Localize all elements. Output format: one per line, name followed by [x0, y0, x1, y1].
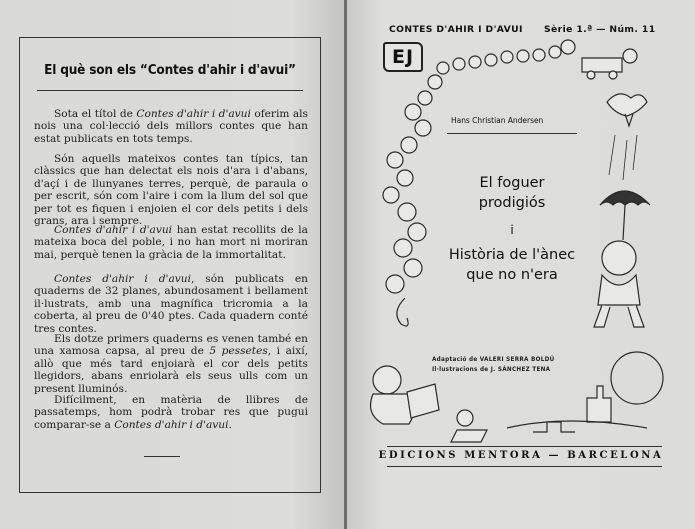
left-page-title: El què son els “Contes d'ahir i d'avui” — [44, 62, 296, 78]
series-number: Sèrie 1.ª — Núm. 11 — [544, 24, 656, 35]
paragraph-2: Són aquells mateixos contes tan típics, tan clàssics que han delectat els nois d'ara i d'abans, d'açí i de llunyanes terres, perquè, de paraula o per escrit, són com l'aire i com la llum del sol que per tot es fiquen i enjoien el cor dels petits i dels grans, ara i sempre. — [34, 153, 308, 228]
illustration-credit: Il·lustracions de J. SÁNCHEZ TENA — [432, 366, 551, 373]
cart-icon — [582, 58, 622, 72]
owl-icon — [457, 410, 473, 426]
boy-head — [602, 241, 636, 275]
paragraph-1: Sota el títol de Contes d'ahir i d'avui oferim als nois una col·lecció dels millors contes que han estat publicats en tots temps. — [34, 108, 308, 145]
paragraph-4: Contes d'ahir i d'avui, són publicats en quaderns de 32 planes, abundosament i bellament il·lustrats, amb una magnífica tricromia a la coberta, al preu de 0'40 ptes. Cada quadern conté tres contes. — [34, 273, 308, 335]
footer-rule-bottom — [387, 466, 662, 467]
publisher-footer: EDICIONS MENTORA — BARCELONA — [378, 450, 664, 461]
paragraph-3: Contes d'ahir i d'avui han estat recollits de la mateixa boca del poble, i no han mort ni moriran mai, perquè tenen la gràcia de la immortalitat. — [34, 224, 308, 261]
book-icon — [407, 384, 439, 418]
author-name: Hans Christian Andersen — [451, 115, 544, 125]
castle-icon — [587, 386, 611, 422]
closing-dash — [144, 456, 180, 457]
bird-icon — [607, 94, 647, 116]
title-2-line-2: que no n'era — [466, 267, 558, 283]
left-page — [0, 0, 344, 529]
title-1-line-1: El foguer — [479, 175, 545, 191]
publisher-logo: EJ — [383, 42, 423, 72]
umbrella-icon — [600, 191, 650, 205]
paragraph-5: Els dotze primers quaderns es venen també en una xamosa capsa, al preu de 5 pessetes, i així, allò que més tard enjoiarà el cor dels petits llegidors, abans enriolarà els seus ulls com un present lluminós. — [34, 333, 308, 395]
adaptation-credit: Adaptació de VALERI SERRA BOLDÚ — [432, 356, 555, 363]
right-page — [347, 0, 695, 529]
title-rule — [37, 90, 303, 91]
reading-baby — [373, 366, 401, 394]
title-conjunction: i — [510, 223, 514, 237]
title-2-line-1: Història de l'ànec — [448, 247, 576, 263]
series-name: CONTES D'AHIR I D'AVUI — [389, 24, 523, 35]
title-1-line-2: prodigiós — [478, 195, 546, 211]
text-frame — [19, 37, 321, 493]
author-rule — [447, 133, 577, 134]
footer-rule-top — [387, 446, 662, 447]
paragraph-6: Difícilment, en matèria de llibres de passatemps, hom podrà trobar res que pugui comparar-se a Contes d'ahir i d'avui. — [34, 394, 308, 431]
hanging-tail — [397, 298, 408, 326]
